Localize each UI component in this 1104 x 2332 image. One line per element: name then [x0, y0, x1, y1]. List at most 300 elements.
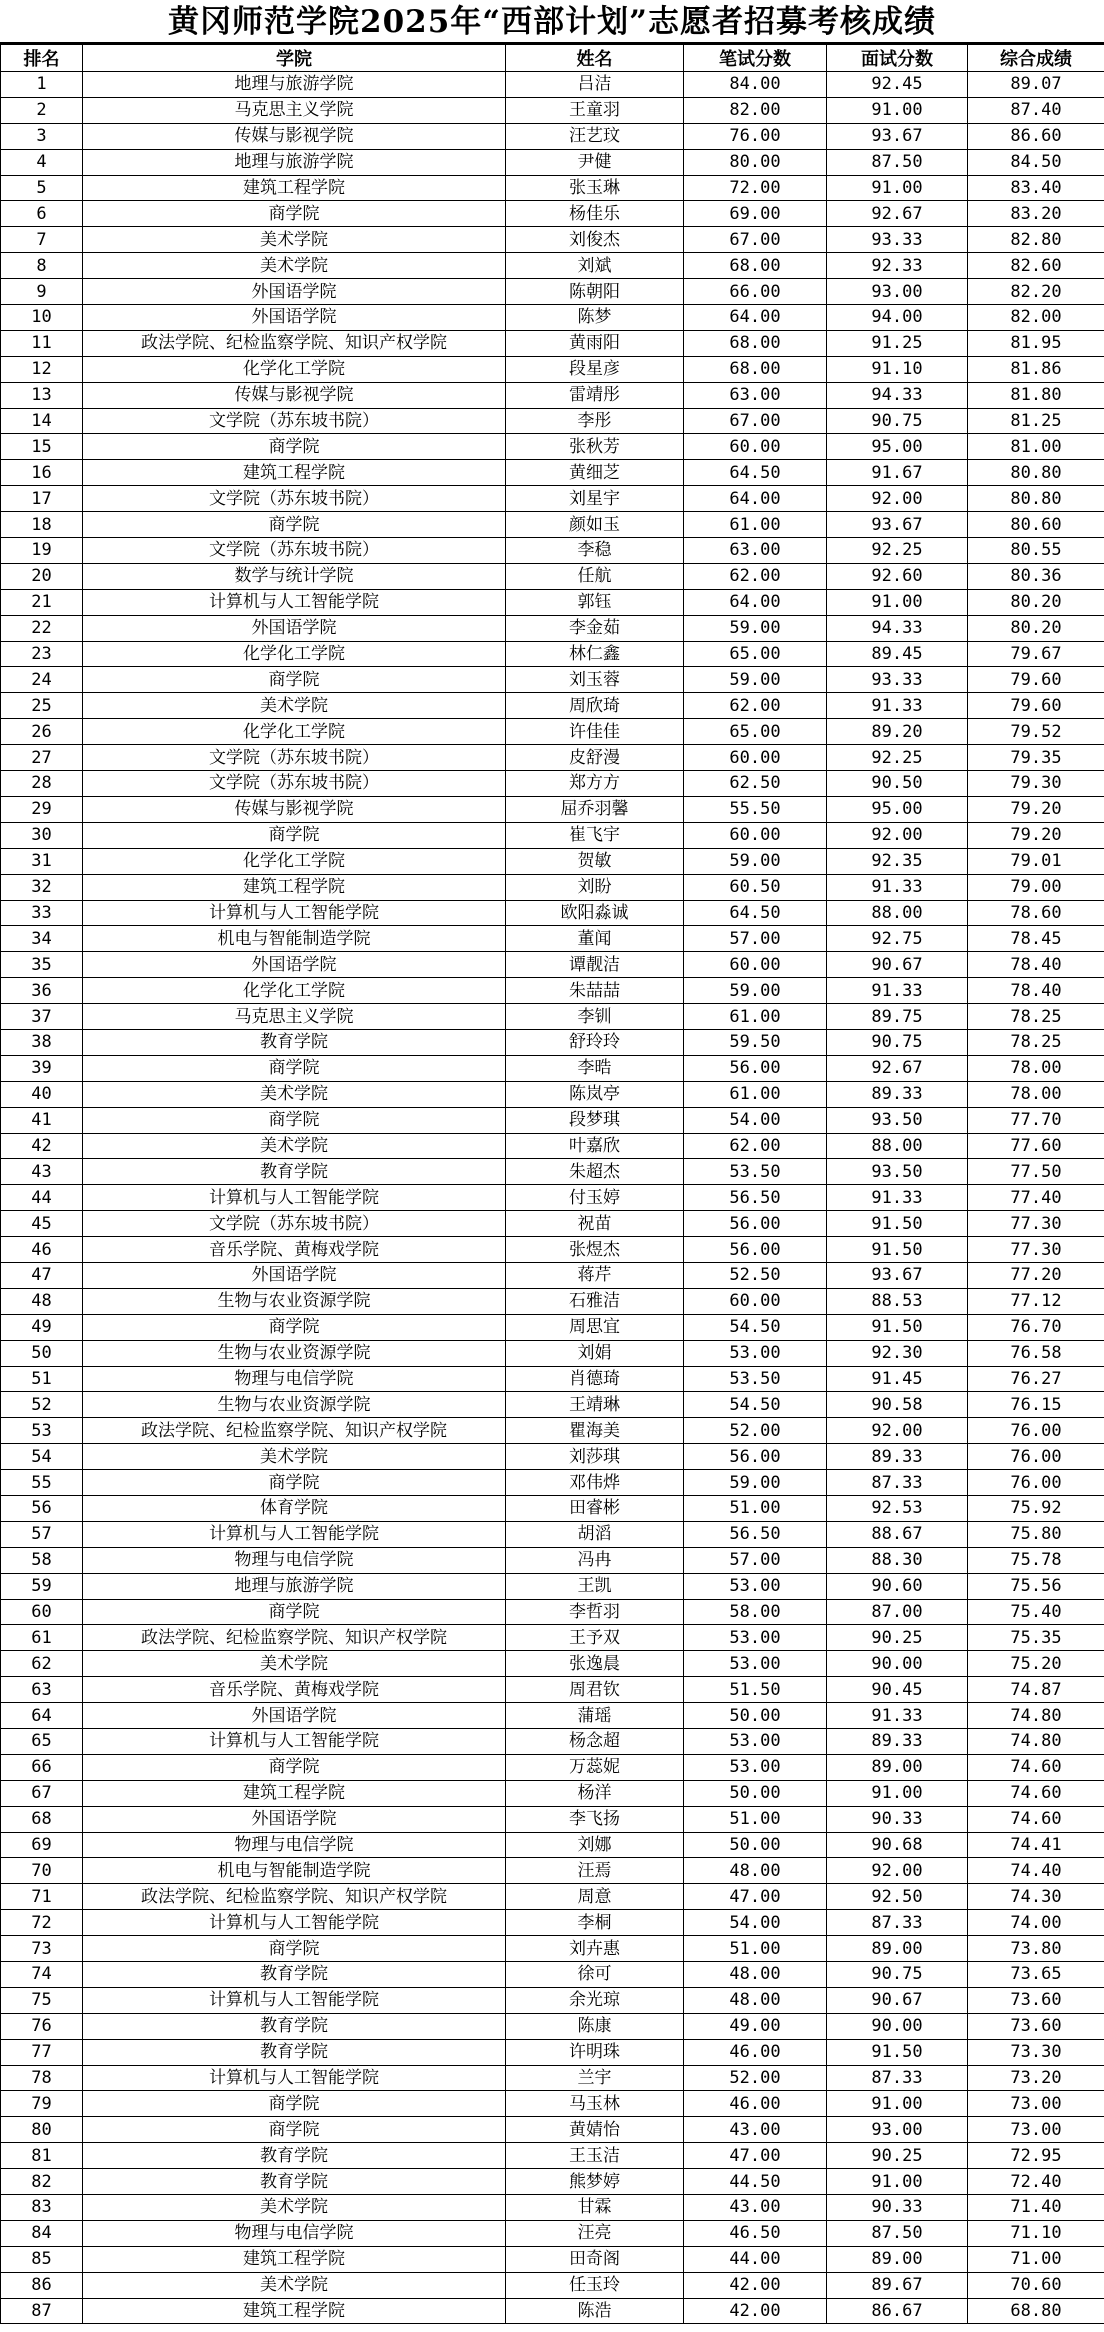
- cell-college: 外国语学院: [83, 1703, 506, 1729]
- cell-rank: 12: [1, 356, 83, 382]
- cell-college: 商学院: [83, 2091, 506, 2117]
- cell-written-score: 47.00: [684, 2143, 827, 2169]
- cell-rank: 38: [1, 1029, 83, 1055]
- table-row: [1, 1625, 1104, 1651]
- cell-total-score: 74.30: [968, 1884, 1104, 1910]
- cell-interview-score: 90.75: [827, 1029, 968, 1055]
- table-row: [1, 486, 1104, 512]
- cell-interview-score: 90.45: [827, 1677, 968, 1703]
- cell-name: 欧阳淼诚: [506, 900, 684, 926]
- cell-rank: 8: [1, 253, 83, 279]
- cell-written-score: 64.00: [684, 589, 827, 615]
- cell-rank: 69: [1, 1832, 83, 1858]
- cell-name: 王靖琳: [506, 1392, 684, 1418]
- cell-college: 建筑工程学院: [83, 2246, 506, 2272]
- cell-rank: 28: [1, 771, 83, 797]
- cell-name: 兰宇: [506, 2065, 684, 2091]
- cell-written-score: 59.00: [684, 1470, 827, 1496]
- cell-total-score: 82.20: [968, 279, 1104, 305]
- header-total-score: 综合成绩: [968, 45, 1104, 72]
- cell-name: 陈朝阳: [506, 279, 684, 305]
- cell-college: 传媒与影视学院: [83, 796, 506, 822]
- cell-rank: 7: [1, 227, 83, 253]
- cell-rank: 43: [1, 1159, 83, 1185]
- table-row: [1, 1314, 1104, 1340]
- cell-total-score: 75.35: [968, 1625, 1104, 1651]
- table-row: [1, 1418, 1104, 1444]
- table-row: [1, 719, 1104, 745]
- cell-college: 计算机与人工智能学院: [83, 900, 506, 926]
- cell-total-score: 76.70: [968, 1314, 1104, 1340]
- cell-name: 黄细芝: [506, 460, 684, 486]
- cell-college: 音乐学院、黄梅戏学院: [83, 1237, 506, 1263]
- cell-written-score: 52.00: [684, 2065, 827, 2091]
- cell-interview-score: 90.67: [827, 952, 968, 978]
- cell-interview-score: 86.67: [827, 2298, 968, 2324]
- cell-college: 生物与农业资源学院: [83, 1392, 506, 1418]
- cell-interview-score: 93.33: [827, 227, 968, 253]
- cell-total-score: 75.20: [968, 1651, 1104, 1677]
- cell-rank: 4: [1, 149, 83, 175]
- table-row: [1, 434, 1104, 460]
- cell-interview-score: 91.50: [827, 1211, 968, 1237]
- cell-written-score: 65.00: [684, 641, 827, 667]
- cell-name: 刘星宇: [506, 486, 684, 512]
- cell-written-score: 50.00: [684, 1703, 827, 1729]
- cell-rank: 76: [1, 2013, 83, 2039]
- cell-name: 周思宜: [506, 1314, 684, 1340]
- cell-college: 计算机与人工智能学院: [83, 1521, 506, 1547]
- cell-written-score: 56.00: [684, 1237, 827, 1263]
- cell-rank: 32: [1, 874, 83, 900]
- cell-interview-score: 89.00: [827, 1754, 968, 1780]
- cell-total-score: 73.65: [968, 1962, 1104, 1988]
- table-row: [1, 305, 1104, 331]
- cell-interview-score: 91.25: [827, 330, 968, 356]
- cell-college: 美术学院: [83, 1651, 506, 1677]
- cell-total-score: 79.52: [968, 719, 1104, 745]
- cell-written-score: 54.50: [684, 1314, 827, 1340]
- cell-written-score: 44.00: [684, 2246, 827, 2272]
- table-row: [1, 978, 1104, 1004]
- cell-interview-score: 91.33: [827, 1185, 968, 1211]
- cell-college: 商学院: [83, 1314, 506, 1340]
- cell-rank: 27: [1, 745, 83, 771]
- cell-total-score: 82.60: [968, 253, 1104, 279]
- cell-rank: 23: [1, 641, 83, 667]
- cell-rank: 57: [1, 1521, 83, 1547]
- cell-interview-score: 90.75: [827, 1962, 968, 1988]
- table-row: [1, 1288, 1104, 1314]
- cell-college: 教育学院: [83, 2013, 506, 2039]
- cell-rank: 5: [1, 175, 83, 201]
- cell-rank: 84: [1, 2220, 83, 2246]
- table-row: [1, 1677, 1104, 1703]
- cell-rank: 1: [1, 72, 83, 98]
- cell-college: 商学院: [83, 1470, 506, 1496]
- cell-name: 王玉洁: [506, 2143, 684, 2169]
- cell-college: 美术学院: [83, 253, 506, 279]
- cell-written-score: 51.00: [684, 1936, 827, 1962]
- table-row: [1, 1780, 1104, 1806]
- cell-college: 建筑工程学院: [83, 460, 506, 486]
- table-row: [1, 538, 1104, 564]
- cell-college: 商学院: [83, 2117, 506, 2143]
- cell-written-score: 53.00: [684, 1625, 827, 1651]
- cell-total-score: 71.40: [968, 2195, 1104, 2221]
- cell-rank: 10: [1, 305, 83, 331]
- cell-total-score: 89.07: [968, 72, 1104, 98]
- cell-total-score: 74.80: [968, 1729, 1104, 1755]
- cell-written-score: 59.00: [684, 667, 827, 693]
- cell-total-score: 72.40: [968, 2169, 1104, 2195]
- cell-interview-score: 90.67: [827, 1987, 968, 2013]
- cell-name: 郭钰: [506, 589, 684, 615]
- cell-rank: 9: [1, 279, 83, 305]
- table-row: [1, 1910, 1104, 1936]
- table-row: [1, 1573, 1104, 1599]
- cell-interview-score: 89.75: [827, 1004, 968, 1030]
- cell-interview-score: 94.33: [827, 382, 968, 408]
- table-row: [1, 97, 1104, 123]
- table-row: [1, 356, 1104, 382]
- cell-interview-score: 92.67: [827, 1055, 968, 1081]
- cell-total-score: 78.25: [968, 1029, 1104, 1055]
- cell-rank: 30: [1, 822, 83, 848]
- cell-name: 祝苗: [506, 1211, 684, 1237]
- table-row: [1, 1366, 1104, 1392]
- cell-total-score: 81.80: [968, 382, 1104, 408]
- cell-name: 杨念超: [506, 1729, 684, 1755]
- cell-interview-score: 89.00: [827, 2246, 968, 2272]
- table-row: [1, 149, 1104, 175]
- table-row: [1, 2039, 1104, 2065]
- table-row: [1, 1340, 1104, 1366]
- cell-college: 化学化工学院: [83, 978, 506, 1004]
- cell-college: 美术学院: [83, 1444, 506, 1470]
- cell-college: 政法学院、纪检监察学院、知识产权学院: [83, 1418, 506, 1444]
- cell-total-score: 75.40: [968, 1599, 1104, 1625]
- cell-college: 教育学院: [83, 2143, 506, 2169]
- cell-total-score: 81.95: [968, 330, 1104, 356]
- table-row: [1, 2065, 1104, 2091]
- table-row: [1, 589, 1104, 615]
- cell-college: 文学院（苏东坡书院）: [83, 408, 506, 434]
- cell-name: 刘斌: [506, 253, 684, 279]
- cell-name: 万蕊妮: [506, 1754, 684, 1780]
- cell-name: 马玉林: [506, 2091, 684, 2117]
- cell-name: 刘盼: [506, 874, 684, 900]
- cell-written-score: 53.50: [684, 1366, 827, 1392]
- table-row: [1, 1987, 1104, 2013]
- table-body: [1, 72, 1104, 2324]
- cell-written-score: 50.00: [684, 1780, 827, 1806]
- cell-name: 刘莎琪: [506, 1444, 684, 1470]
- cell-name: 汪焉: [506, 1858, 684, 1884]
- cell-written-score: 61.00: [684, 1081, 827, 1107]
- cell-college: 物理与电信学院: [83, 1366, 506, 1392]
- cell-name: 王童羽: [506, 97, 684, 123]
- cell-written-score: 56.00: [684, 1055, 827, 1081]
- cell-college: 外国语学院: [83, 615, 506, 641]
- cell-college: 生物与农业资源学院: [83, 1288, 506, 1314]
- cell-rank: 17: [1, 486, 83, 512]
- cell-written-score: 59.00: [684, 848, 827, 874]
- cell-college: 商学院: [83, 1055, 506, 1081]
- cell-interview-score: 89.20: [827, 719, 968, 745]
- table-row: [1, 1185, 1104, 1211]
- table-row: [1, 2272, 1104, 2298]
- cell-rank: 41: [1, 1107, 83, 1133]
- cell-college: 商学院: [83, 512, 506, 538]
- cell-name: 刘玉蓉: [506, 667, 684, 693]
- cell-name: 张秋芳: [506, 434, 684, 460]
- cell-name: 蒋芹: [506, 1262, 684, 1288]
- cell-rank: 16: [1, 460, 83, 486]
- cell-name: 汪亮: [506, 2220, 684, 2246]
- cell-name: 周欣琦: [506, 693, 684, 719]
- cell-rank: 60: [1, 1599, 83, 1625]
- cell-written-score: 67.00: [684, 408, 827, 434]
- cell-written-score: 53.50: [684, 1159, 827, 1185]
- cell-rank: 36: [1, 978, 83, 1004]
- cell-name: 李彤: [506, 408, 684, 434]
- cell-rank: 15: [1, 434, 83, 460]
- cell-total-score: 78.00: [968, 1081, 1104, 1107]
- cell-rank: 83: [1, 2195, 83, 2221]
- table-row: [1, 2117, 1104, 2143]
- cell-interview-score: 93.00: [827, 2117, 968, 2143]
- cell-college: 化学化工学院: [83, 641, 506, 667]
- cell-college: 化学化工学院: [83, 719, 506, 745]
- cell-interview-score: 93.67: [827, 123, 968, 149]
- cell-rank: 64: [1, 1703, 83, 1729]
- cell-written-score: 61.00: [684, 1004, 827, 1030]
- cell-written-score: 82.00: [684, 97, 827, 123]
- cell-rank: 79: [1, 2091, 83, 2117]
- cell-written-score: 51.00: [684, 1806, 827, 1832]
- cell-college: 地理与旅游学院: [83, 72, 506, 98]
- cell-rank: 19: [1, 538, 83, 564]
- cell-college: 数学与统计学院: [83, 563, 506, 589]
- cell-written-score: 63.00: [684, 382, 827, 408]
- cell-name: 张玉琳: [506, 175, 684, 201]
- table-row: [1, 1936, 1104, 1962]
- cell-written-score: 56.50: [684, 1185, 827, 1211]
- table-row: [1, 2091, 1104, 2117]
- cell-rank: 48: [1, 1288, 83, 1314]
- table-header-row: [1, 45, 1104, 72]
- cell-name: 李稳: [506, 538, 684, 564]
- cell-college: 外国语学院: [83, 279, 506, 305]
- cell-interview-score: 91.50: [827, 1237, 968, 1263]
- cell-total-score: 75.56: [968, 1573, 1104, 1599]
- cell-written-score: 62.00: [684, 563, 827, 589]
- cell-rank: 26: [1, 719, 83, 745]
- cell-college: 美术学院: [83, 1133, 506, 1159]
- cell-total-score: 76.00: [968, 1418, 1104, 1444]
- cell-interview-score: 92.60: [827, 563, 968, 589]
- cell-interview-score: 90.25: [827, 2143, 968, 2169]
- cell-total-score: 83.40: [968, 175, 1104, 201]
- cell-rank: 87: [1, 2298, 83, 2324]
- cell-rank: 42: [1, 1133, 83, 1159]
- table-row: [1, 1962, 1104, 1988]
- cell-rank: 45: [1, 1211, 83, 1237]
- cell-name: 付玉婷: [506, 1185, 684, 1211]
- cell-written-score: 48.00: [684, 1987, 827, 2013]
- cell-total-score: 79.60: [968, 693, 1104, 719]
- cell-rank: 6: [1, 201, 83, 227]
- cell-total-score: 73.60: [968, 2013, 1104, 2039]
- cell-interview-score: 91.33: [827, 874, 968, 900]
- cell-college: 音乐学院、黄梅戏学院: [83, 1677, 506, 1703]
- cell-rank: 25: [1, 693, 83, 719]
- cell-interview-score: 91.00: [827, 175, 968, 201]
- cell-college: 计算机与人工智能学院: [83, 2065, 506, 2091]
- cell-total-score: 79.67: [968, 641, 1104, 667]
- cell-total-score: 83.20: [968, 201, 1104, 227]
- cell-interview-score: 87.33: [827, 1910, 968, 1936]
- cell-name: 田奇阁: [506, 2246, 684, 2272]
- cell-total-score: 79.00: [968, 874, 1104, 900]
- table-row: [1, 1599, 1104, 1625]
- cell-written-score: 47.00: [684, 1884, 827, 1910]
- cell-rank: 55: [1, 1470, 83, 1496]
- cell-name: 熊梦婷: [506, 2169, 684, 2195]
- cell-name: 余光琼: [506, 1987, 684, 2013]
- cell-written-score: 53.00: [684, 1651, 827, 1677]
- cell-college: 文学院（苏东坡书院）: [83, 538, 506, 564]
- cell-interview-score: 91.10: [827, 356, 968, 382]
- cell-written-score: 64.00: [684, 305, 827, 331]
- table-row: [1, 874, 1104, 900]
- cell-college: 传媒与影视学院: [83, 123, 506, 149]
- cell-total-score: 80.80: [968, 460, 1104, 486]
- cell-total-score: 73.60: [968, 1987, 1104, 2013]
- cell-college: 政法学院、纪检监察学院、知识产权学院: [83, 1625, 506, 1651]
- cell-interview-score: 90.58: [827, 1392, 968, 1418]
- cell-interview-score: 91.33: [827, 1703, 968, 1729]
- cell-rank: 71: [1, 1884, 83, 1910]
- table-row: [1, 460, 1104, 486]
- table-row: [1, 1237, 1104, 1263]
- cell-written-score: 55.50: [684, 796, 827, 822]
- table-row: [1, 1651, 1104, 1677]
- cell-written-score: 64.50: [684, 900, 827, 926]
- cell-interview-score: 90.25: [827, 1625, 968, 1651]
- cell-total-score: 82.80: [968, 227, 1104, 253]
- cell-written-score: 60.00: [684, 434, 827, 460]
- cell-name: 崔飞宇: [506, 822, 684, 848]
- cell-interview-score: 95.00: [827, 796, 968, 822]
- cell-name: 周君钦: [506, 1677, 684, 1703]
- cell-name: 蒲瑶: [506, 1703, 684, 1729]
- cell-total-score: 81.25: [968, 408, 1104, 434]
- cell-name: 朱喆喆: [506, 978, 684, 1004]
- table-row: [1, 1004, 1104, 1030]
- cell-rank: 51: [1, 1366, 83, 1392]
- cell-college: 商学院: [83, 822, 506, 848]
- table-row: [1, 1703, 1104, 1729]
- table-row: [1, 2195, 1104, 2221]
- cell-total-score: 79.60: [968, 667, 1104, 693]
- cell-college: 体育学院: [83, 1495, 506, 1521]
- cell-name: 黄婧怡: [506, 2117, 684, 2143]
- cell-rank: 61: [1, 1625, 83, 1651]
- cell-interview-score: 88.53: [827, 1288, 968, 1314]
- cell-written-score: 62.50: [684, 771, 827, 797]
- score-table: [0, 44, 1104, 2324]
- cell-interview-score: 92.45: [827, 72, 968, 98]
- cell-interview-score: 93.50: [827, 1107, 968, 1133]
- cell-interview-score: 87.33: [827, 1470, 968, 1496]
- cell-name: 陈梦: [506, 305, 684, 331]
- cell-interview-score: 90.68: [827, 1832, 968, 1858]
- cell-college: 外国语学院: [83, 1262, 506, 1288]
- cell-rank: 77: [1, 2039, 83, 2065]
- cell-name: 张煜杰: [506, 1237, 684, 1263]
- cell-interview-score: 95.00: [827, 434, 968, 460]
- cell-total-score: 77.50: [968, 1159, 1104, 1185]
- table-row: [1, 1832, 1104, 1858]
- table-row: [1, 1470, 1104, 1496]
- cell-total-score: 71.00: [968, 2246, 1104, 2272]
- cell-rank: 65: [1, 1729, 83, 1755]
- cell-written-score: 57.00: [684, 926, 827, 952]
- cell-total-score: 79.30: [968, 771, 1104, 797]
- header-written-score: 笔试分数: [684, 45, 827, 72]
- cell-total-score: 74.60: [968, 1780, 1104, 1806]
- cell-college: 教育学院: [83, 1029, 506, 1055]
- cell-college: 化学化工学院: [83, 848, 506, 874]
- cell-total-score: 84.50: [968, 149, 1104, 175]
- cell-college: 文学院（苏东坡书院）: [83, 486, 506, 512]
- cell-total-score: 80.20: [968, 589, 1104, 615]
- cell-college: 外国语学院: [83, 305, 506, 331]
- cell-rank: 44: [1, 1185, 83, 1211]
- cell-name: 李哲羽: [506, 1599, 684, 1625]
- cell-college: 机电与智能制造学院: [83, 1858, 506, 1884]
- cell-name: 陈岚亭: [506, 1081, 684, 1107]
- cell-interview-score: 92.67: [827, 201, 968, 227]
- cell-college: 美术学院: [83, 693, 506, 719]
- cell-written-score: 65.00: [684, 719, 827, 745]
- cell-written-score: 53.00: [684, 1573, 827, 1599]
- cell-rank: 13: [1, 382, 83, 408]
- cell-rank: 46: [1, 1237, 83, 1263]
- cell-rank: 68: [1, 1806, 83, 1832]
- cell-rank: 78: [1, 2065, 83, 2091]
- cell-total-score: 74.41: [968, 1832, 1104, 1858]
- cell-name: 王予双: [506, 1625, 684, 1651]
- cell-interview-score: 91.00: [827, 2169, 968, 2195]
- cell-written-score: 46.00: [684, 2039, 827, 2065]
- table-row: [1, 900, 1104, 926]
- cell-interview-score: 93.50: [827, 1159, 968, 1185]
- cell-college: 物理与电信学院: [83, 2220, 506, 2246]
- table-row: [1, 201, 1104, 227]
- cell-rank: 33: [1, 900, 83, 926]
- table-row: [1, 1107, 1104, 1133]
- cell-name: 贺敏: [506, 848, 684, 874]
- cell-written-score: 60.00: [684, 745, 827, 771]
- cell-rank: 2: [1, 97, 83, 123]
- cell-interview-score: 91.00: [827, 97, 968, 123]
- cell-rank: 73: [1, 1936, 83, 1962]
- cell-interview-score: 92.33: [827, 253, 968, 279]
- table-row: [1, 667, 1104, 693]
